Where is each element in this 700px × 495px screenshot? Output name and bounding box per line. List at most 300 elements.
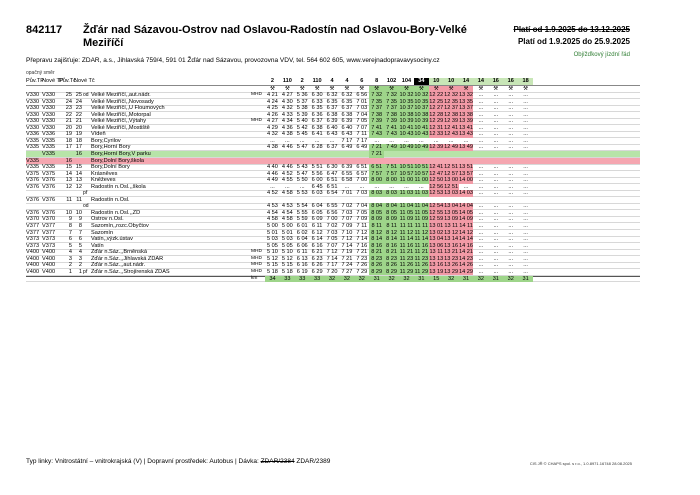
time-cell: ... bbox=[523, 137, 528, 144]
time-cell: 10 41 bbox=[414, 124, 429, 131]
time-cell: 4 32 bbox=[267, 131, 278, 138]
orig-tp: V370 bbox=[26, 216, 40, 223]
time-cell: 5 45 bbox=[296, 131, 308, 138]
time-cell: 8 04 bbox=[386, 203, 398, 210]
time-cell: 11 11 bbox=[414, 223, 428, 230]
time-cell: ... bbox=[508, 255, 514, 262]
time-cell: ... bbox=[523, 170, 528, 177]
row-times bbox=[265, 210, 640, 217]
time-cell: 7 39 bbox=[386, 118, 398, 125]
km-row bbox=[26, 276, 640, 283]
time-cell bbox=[265, 151, 280, 158]
time-cell: 4 53 bbox=[281, 203, 293, 210]
time-cell: 6 06 bbox=[296, 242, 308, 249]
time-cell: 13 05 bbox=[444, 209, 459, 216]
time-cell: 8 14 bbox=[371, 236, 383, 243]
new-tp: V400 bbox=[42, 249, 56, 256]
stop-name: Radostín n.Osl.,,ZD bbox=[91, 209, 141, 216]
time-cell: 6 11 bbox=[311, 223, 323, 230]
new-tc: 16 bbox=[75, 151, 82, 157]
time-cell: 13 11 bbox=[429, 249, 444, 256]
orig-tc: 20 bbox=[65, 124, 72, 131]
time-cell: 4 52 bbox=[267, 190, 278, 197]
time-cell: 4 32 bbox=[281, 105, 293, 112]
time-cell: 14 00 bbox=[459, 177, 474, 184]
new-tc: 14 bbox=[75, 170, 82, 177]
time-cell: 6 26 bbox=[311, 262, 323, 269]
km-cell: 32 bbox=[399, 276, 414, 283]
new-tp: V330 bbox=[42, 98, 56, 105]
row-times bbox=[265, 223, 640, 230]
time-cell: 7 04 bbox=[356, 203, 368, 210]
orig-tp: V335 bbox=[26, 157, 40, 164]
time-cell: 13 23 bbox=[444, 255, 459, 262]
orig-tc: 4 bbox=[68, 249, 72, 256]
time-cell: 6 12 bbox=[311, 229, 323, 236]
time-cell: 6 16 bbox=[296, 262, 308, 269]
time-cell: ⚒ bbox=[523, 85, 529, 92]
time-cell bbox=[459, 151, 474, 158]
time-cell: ... bbox=[493, 255, 499, 262]
time-cell: 12 31 bbox=[429, 124, 444, 131]
time-cell: 7 01 bbox=[341, 190, 353, 197]
time-cell: 7 09 bbox=[341, 223, 353, 230]
time-cell: ... bbox=[433, 137, 439, 144]
time-cell: 7 35 bbox=[371, 98, 383, 105]
orig-tc: 1 bbox=[68, 268, 72, 275]
trip-number: 4 bbox=[339, 78, 354, 85]
time-cell: ... bbox=[523, 111, 528, 118]
time-cell: 8 29 bbox=[386, 268, 398, 275]
trip-number: 14 bbox=[473, 78, 488, 85]
time-cell: 7 23 bbox=[356, 255, 368, 262]
time-cell: 8 05 bbox=[371, 209, 383, 216]
orig-tp: V377 bbox=[26, 229, 40, 236]
time-cell: 11 21 bbox=[399, 249, 414, 256]
time-cell: 7 03 bbox=[356, 190, 368, 197]
time-cell: 7 41 bbox=[386, 124, 398, 131]
trip-number: 110 bbox=[280, 78, 295, 85]
time-cell: 6 38 bbox=[311, 124, 323, 131]
timetable bbox=[26, 78, 640, 282]
time-cell: ... bbox=[374, 183, 380, 190]
time-cell: 6 54 bbox=[326, 190, 338, 197]
arr-dep-mark: od bbox=[83, 203, 89, 210]
time-cell: 11 29 bbox=[414, 268, 429, 275]
time-cell: ... bbox=[478, 124, 484, 131]
time-cell: ... bbox=[523, 216, 528, 223]
time-cell: 12 28 bbox=[429, 111, 444, 118]
trip-number: 14 bbox=[459, 78, 474, 85]
time-cell: 7 14 bbox=[356, 236, 368, 243]
arr-dep-mark: od bbox=[83, 92, 89, 99]
time-cell: ... bbox=[374, 137, 380, 144]
time-cell: 6 04 bbox=[296, 236, 308, 243]
time-cell: ... bbox=[508, 229, 514, 236]
row-times bbox=[265, 203, 640, 210]
trip-number: 104 bbox=[399, 78, 414, 85]
time-cell: 5 03 bbox=[281, 236, 293, 243]
orig-tp: V400 bbox=[26, 255, 40, 262]
time-cell: 12 51 bbox=[444, 164, 459, 171]
software-credit: CIS JŘ © CHAPS spol. s r.o., 1.0.8971.16748 28.08.2025 bbox=[529, 461, 632, 466]
stop-name: Radostín n.Osl.,,škola bbox=[91, 183, 146, 190]
time-cell: 10 35 bbox=[399, 98, 414, 105]
time-cell: ... bbox=[523, 164, 528, 171]
mhd-mark: MHD bbox=[251, 92, 262, 98]
time-cell: 10 37 bbox=[399, 105, 414, 112]
time-cell: 5 15 bbox=[281, 262, 293, 269]
time-cell: 13 19 bbox=[429, 268, 444, 275]
time-cell: 13 35 bbox=[459, 98, 474, 105]
time-cell: 7 09 bbox=[356, 216, 368, 223]
km-cell: 32 bbox=[444, 276, 459, 283]
time-cell: 4 46 bbox=[281, 164, 293, 171]
time-cell: 5 37 bbox=[296, 98, 308, 105]
km-cell: 32 bbox=[354, 276, 369, 283]
time-cell: 7 51 bbox=[386, 164, 398, 171]
time-cell: 5 40 bbox=[296, 118, 308, 125]
time-cell bbox=[354, 151, 369, 158]
time-cell: 8 23 bbox=[386, 255, 398, 262]
time-cell: ... bbox=[523, 209, 528, 216]
time-cell: 5 00 bbox=[267, 223, 278, 230]
orig-tc: 8 bbox=[68, 223, 72, 230]
new-tp: V400 bbox=[42, 255, 56, 262]
time-cell: ... bbox=[493, 170, 499, 177]
time-cell: 5 56 bbox=[311, 170, 323, 177]
time-cell: 6 40 bbox=[341, 124, 353, 131]
time-cell: ... bbox=[493, 124, 499, 131]
time-cell: 6 37 bbox=[311, 118, 323, 125]
time-cell: 11 29 bbox=[399, 268, 414, 275]
time-cell: ... bbox=[493, 242, 499, 249]
time-cell: ... bbox=[493, 183, 499, 190]
mhd-mark: MHD bbox=[251, 262, 262, 268]
new-tc: 22 bbox=[75, 111, 82, 118]
time-cell bbox=[280, 151, 295, 158]
time-cell: 10 49 bbox=[414, 144, 429, 151]
time-cell: 7 03 bbox=[356, 105, 368, 112]
time-cell: 13 41 bbox=[459, 124, 474, 131]
time-cell: ... bbox=[508, 203, 514, 210]
time-cell: 7 32 bbox=[386, 92, 398, 99]
time-cell: ... bbox=[478, 183, 484, 190]
batch-old: ZDAR/2384 bbox=[260, 458, 295, 465]
time-cell: 6 38 bbox=[326, 111, 338, 118]
time-cell: ... bbox=[478, 268, 484, 275]
orig-tp: V335 bbox=[26, 137, 40, 144]
time-cell: 4 55 bbox=[281, 177, 293, 184]
time-cell: 5 03 bbox=[267, 236, 278, 243]
time-cell: 7 12 bbox=[326, 249, 338, 256]
stop-name: Krásněves bbox=[91, 170, 118, 177]
time-cell: ... bbox=[523, 183, 528, 190]
time-cell: 5 05 bbox=[267, 242, 278, 249]
stop-name: Vatín,,výzk.ústav bbox=[91, 236, 133, 243]
new-tc: 1 bbox=[78, 268, 82, 275]
validity-new: Platí od 1.9.2025 do 25.9.2025 bbox=[517, 37, 630, 46]
time-cell: 8 00 bbox=[386, 177, 398, 184]
time-cell: 12 55 bbox=[429, 209, 444, 216]
orig-tp: V330 bbox=[26, 111, 40, 118]
km-cell: 32 bbox=[503, 276, 518, 283]
time-cell: 6 37 bbox=[341, 105, 353, 112]
time-cell: 6 43 bbox=[326, 131, 338, 138]
orig-tp: V377 bbox=[26, 223, 40, 230]
time-cell: ... bbox=[508, 236, 514, 243]
orig-tp: V330 bbox=[26, 105, 40, 112]
time-cell: 14 29 bbox=[459, 268, 474, 275]
time-cell: 4 29 bbox=[267, 124, 278, 131]
new-tp: V330 bbox=[42, 105, 56, 112]
time-cell: 6 14 bbox=[311, 236, 323, 243]
orig-tc: 16 bbox=[65, 157, 72, 164]
time-cell bbox=[488, 151, 503, 158]
time-cell: ... bbox=[493, 164, 499, 171]
time-cell: 8 26 bbox=[371, 262, 383, 269]
time-cell: 6 51 bbox=[326, 177, 338, 184]
new-tc: 17 bbox=[75, 144, 82, 151]
time-cell: ⚒ bbox=[478, 85, 484, 92]
time-cell: 6 58 bbox=[341, 177, 353, 184]
time-cell: 11 16 bbox=[414, 242, 429, 249]
time-cell bbox=[473, 151, 488, 158]
stop-name: Sazomín,,rozc.Obyčtov bbox=[91, 223, 149, 230]
time-cell: 4 58 bbox=[281, 216, 293, 223]
time-cell: ... bbox=[523, 262, 528, 269]
mhd-mark: MHD bbox=[251, 118, 262, 124]
km-cell: 32 bbox=[384, 276, 399, 283]
new-tc: 10 bbox=[75, 209, 82, 216]
time-cell: 7 21 bbox=[371, 144, 383, 151]
time-cell bbox=[444, 151, 459, 158]
time-cell: 13 29 bbox=[444, 268, 459, 275]
row-times bbox=[265, 164, 640, 171]
time-cell: 6 01 bbox=[296, 223, 308, 230]
time-cell: 11 14 bbox=[399, 236, 414, 243]
time-cell: 13 12 bbox=[444, 229, 459, 236]
time-cell: 6 38 bbox=[341, 111, 353, 118]
orig-tc: 7 bbox=[68, 229, 72, 236]
time-cell: 10 38 bbox=[399, 111, 414, 118]
time-cell: 13 39 bbox=[459, 118, 474, 125]
time-cell: 8 29 bbox=[371, 268, 383, 275]
time-cell: 7 03 bbox=[341, 209, 353, 216]
col-new-tc: Nové Tč bbox=[74, 78, 95, 85]
time-cell: ... bbox=[478, 223, 484, 230]
time-cell: ⚒ bbox=[414, 86, 429, 93]
time-cell: 6 37 bbox=[326, 105, 338, 112]
time-cell: 10 35 bbox=[414, 98, 429, 105]
time-cell: 6 45 bbox=[311, 183, 323, 190]
time-cell: ... bbox=[493, 131, 499, 138]
time-cell: 11 12 bbox=[414, 229, 429, 236]
time-cell: ... bbox=[478, 164, 484, 171]
time-cell: 14 16 bbox=[459, 242, 474, 249]
km-cell: 33 bbox=[295, 276, 310, 283]
time-cell: 5 01 bbox=[281, 229, 293, 236]
time-cell: 6 04 bbox=[311, 203, 323, 210]
time-cell: 13 43 bbox=[459, 131, 474, 138]
time-cell: ... bbox=[314, 137, 320, 144]
stop-name: Ostrov n.Osl. bbox=[91, 216, 124, 223]
time-cell: ... bbox=[478, 137, 484, 144]
time-cell: 12 56 bbox=[429, 183, 444, 190]
time-cell: 6 09 bbox=[311, 216, 323, 223]
time-cell: 7 37 bbox=[386, 105, 398, 112]
time-cell: 5 55 bbox=[296, 209, 308, 216]
time-cell: 14 09 bbox=[459, 216, 474, 223]
time-cell: 7 43 bbox=[371, 131, 383, 138]
time-cell: 11 00 bbox=[414, 177, 429, 184]
time-cell: ... bbox=[493, 98, 499, 105]
time-cell: 14 14 bbox=[459, 236, 474, 243]
orig-tc: 12 bbox=[65, 183, 72, 190]
new-tp: V330 bbox=[42, 92, 56, 99]
time-cell: 13 14 bbox=[444, 236, 459, 243]
stop-name: Bory,Dolní Bory,škola bbox=[91, 157, 144, 164]
new-tp: V373 bbox=[42, 236, 56, 243]
time-cell: 11 16 bbox=[399, 242, 414, 249]
time-cell: ... bbox=[523, 144, 528, 151]
time-cell: 4 58 bbox=[267, 216, 278, 223]
time-cell bbox=[429, 151, 444, 158]
time-cell: 13 03 bbox=[444, 190, 459, 197]
time-cell: 10 57 bbox=[399, 170, 414, 177]
time-cell: ... bbox=[508, 118, 514, 125]
mhd-mark: MHD bbox=[251, 249, 262, 255]
time-cell: 5 15 bbox=[267, 262, 278, 269]
time-cell: ... bbox=[508, 98, 514, 105]
km-cell: 31 bbox=[459, 276, 474, 283]
time-cell: 13 16 bbox=[444, 242, 459, 249]
time-cell: ... bbox=[270, 137, 275, 144]
time-cell: ... bbox=[478, 177, 484, 184]
orig-tc: 11 bbox=[66, 196, 72, 203]
time-cell: 5 00 bbox=[281, 223, 293, 230]
time-cell: 5 18 bbox=[267, 268, 278, 275]
time-cell: 7 02 bbox=[326, 223, 338, 230]
time-cell: 10 51 bbox=[399, 164, 414, 171]
time-cell: 7 39 bbox=[371, 118, 383, 125]
orig-tp: V330 bbox=[26, 98, 40, 105]
time-cell: ... bbox=[493, 137, 499, 144]
time-cell: 6 13 bbox=[296, 255, 308, 262]
time-cell: ... bbox=[523, 118, 528, 125]
row-times bbox=[265, 138, 640, 145]
time-cell: 13 13 bbox=[429, 255, 444, 262]
time-cell: 6 55 bbox=[341, 170, 353, 177]
time-cell: 6 11 bbox=[296, 249, 308, 256]
time-cell: ⚒ bbox=[369, 86, 384, 93]
time-cell: 6 29 bbox=[311, 268, 323, 275]
km-cell: 32 bbox=[473, 276, 488, 283]
time-cell: 13 57 bbox=[459, 170, 474, 177]
time-cell: 4 38 bbox=[281, 131, 293, 138]
time-cell: 4 58 bbox=[281, 190, 293, 197]
time-cell: 11 09 bbox=[399, 216, 414, 223]
km-cell: 31 bbox=[488, 276, 503, 283]
trip-number: 16 bbox=[503, 78, 518, 85]
time-cell: ... bbox=[478, 105, 484, 112]
km-cell: 31 bbox=[369, 276, 384, 283]
trip-number: 102 bbox=[384, 78, 399, 85]
stop-name: Velké Meziříčí,,Motorpal bbox=[91, 111, 151, 118]
time-cell: 6 21 bbox=[311, 249, 323, 256]
time-cell: 11 11 bbox=[399, 223, 414, 230]
time-cell: 8 05 bbox=[386, 209, 398, 216]
new-tp: V377 bbox=[42, 223, 56, 230]
time-cell bbox=[518, 151, 533, 158]
stop-name: Žďár n.Sáz.,,Jihlavská ŽDAR bbox=[91, 255, 164, 262]
time-cell: ... bbox=[523, 255, 528, 262]
new-tc: 23 bbox=[75, 105, 82, 112]
time-cell: 8 09 bbox=[386, 216, 398, 223]
time-cell: 4 54 bbox=[267, 209, 278, 216]
time-cell: ... bbox=[299, 183, 305, 190]
validity-old: Platí od 1.9.2025 do 13.12.2025 bbox=[513, 25, 630, 34]
time-cell: ... bbox=[329, 137, 335, 144]
time-cell: ... bbox=[285, 183, 290, 190]
km-cell: 32 bbox=[325, 276, 340, 283]
stop-name: Bory,Dolní Bory bbox=[91, 164, 130, 171]
time-cell: 4 21 bbox=[267, 92, 278, 99]
time-cell: ... bbox=[478, 111, 484, 118]
orig-tc: 14 bbox=[65, 170, 72, 177]
time-cell: 8 11 bbox=[384, 223, 399, 230]
time-cell: 11 23 bbox=[414, 255, 429, 262]
time-cell: 6 40 bbox=[326, 124, 338, 131]
orig-tp: V376 bbox=[26, 177, 40, 184]
time-cell: 7 00 bbox=[356, 177, 368, 184]
time-cell: ... bbox=[478, 92, 484, 99]
row-times bbox=[265, 105, 640, 112]
row-times bbox=[265, 86, 640, 93]
time-cell: 11 05 bbox=[399, 209, 414, 216]
time-cell: 7 41 bbox=[371, 124, 383, 131]
new-tc: 19 bbox=[75, 131, 82, 138]
time-cell: ... bbox=[523, 98, 528, 105]
time-cell: ... bbox=[493, 229, 499, 236]
col-new-tp: Nové TP bbox=[42, 78, 64, 85]
time-cell: ... bbox=[508, 144, 514, 151]
time-cell: 11 05 bbox=[414, 209, 429, 216]
time-cell: 6 35 bbox=[326, 98, 338, 105]
time-cell: 8 23 bbox=[371, 255, 383, 262]
row-times bbox=[265, 243, 640, 250]
orig-tc: 22 bbox=[65, 111, 72, 118]
time-cell: ... bbox=[478, 242, 484, 249]
time-cell: ... bbox=[523, 190, 528, 197]
time-cell: 10 49 bbox=[399, 144, 414, 151]
trip-number: 8 bbox=[369, 78, 384, 85]
km-cell: 15 bbox=[429, 276, 444, 283]
new-tc: 7 bbox=[78, 229, 82, 236]
time-cell: 6 51 bbox=[371, 164, 383, 171]
time-cell: 11 04 bbox=[399, 203, 414, 210]
time-cell: ... bbox=[508, 183, 514, 190]
new-tp: V376 bbox=[42, 196, 56, 203]
time-cell: 7 24 bbox=[341, 262, 353, 269]
time-cell: 10 32 bbox=[414, 92, 429, 99]
time-cell: ... bbox=[508, 124, 514, 131]
new-tp: V376 bbox=[42, 177, 56, 184]
time-cell: ... bbox=[463, 137, 469, 144]
trip-number: 10 bbox=[444, 78, 459, 85]
time-cell: ... bbox=[523, 92, 528, 99]
time-cell: 4 40 bbox=[267, 164, 278, 171]
